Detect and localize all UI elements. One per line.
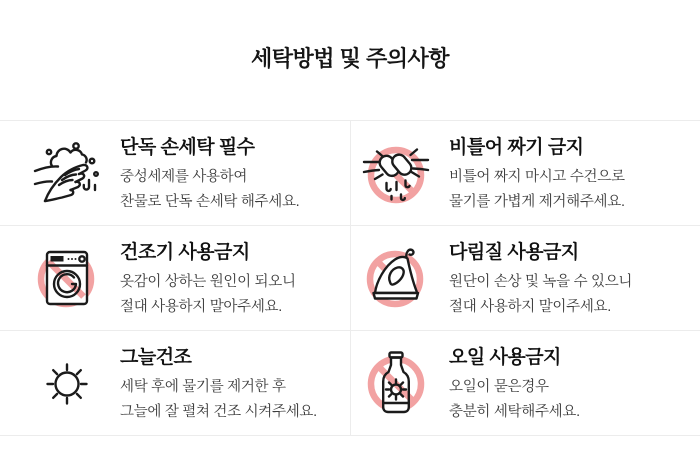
item-title: 그늘건조 <box>120 346 192 368</box>
item-title: 비틀어 짜기 금지 <box>449 136 584 158</box>
item-desc-line: 충분히 세탁해주세요. <box>449 403 580 420</box>
no-dryer-icon <box>32 243 102 313</box>
item-desc-line: 물기를 가볍게 제거해주세요. <box>449 193 625 210</box>
care-item-no-wring <box>350 121 700 226</box>
no-iron-icon <box>361 243 431 313</box>
item-title: 다림질 사용금지 <box>449 241 579 263</box>
hand-wash-icon <box>32 138 102 208</box>
item-desc-line: 원단이 손상 및 녹을 수 있으니 <box>449 273 633 290</box>
item-desc-line: 찬물로 단독 손세탁 해주세요. <box>120 193 300 210</box>
no-wring-icon <box>361 138 431 208</box>
care-grid <box>0 120 700 436</box>
care-item-no-dryer <box>0 226 350 331</box>
item-desc-line: 절대 사용하지 말이주세요. <box>449 298 611 315</box>
no-oil-icon <box>361 348 431 418</box>
item-desc-line: 세탁 후에 물기를 제거한 후 <box>120 378 286 395</box>
care-item-no-oil <box>350 331 700 436</box>
item-desc-line: 절대 사용하지 말아주세요. <box>120 298 282 315</box>
item-desc-line: 비틀어 짜지 마시고 수건으로 <box>449 168 625 185</box>
item-desc-line: 오일이 묻은경우 <box>449 378 549 395</box>
care-item-texts <box>120 342 317 425</box>
item-desc-line: 그늘에 잘 펼쳐 건조 시켜주세요. <box>120 403 317 420</box>
item-title: 건조기 사용금지 <box>120 241 250 263</box>
item-title: 단독 손세탁 필수 <box>120 136 255 158</box>
item-desc-line: 옷감이 상하는 원인이 되오니 <box>120 273 296 290</box>
page-title: 세탁방법 및 주의사항 <box>251 46 449 71</box>
care-item-handwash <box>0 121 350 226</box>
care-item-texts <box>120 132 299 215</box>
care-item-texts <box>449 132 625 215</box>
item-desc-line: 중성세제를 사용하여 <box>120 168 248 185</box>
shade-dry-icon <box>32 348 102 418</box>
care-item-no-iron <box>350 226 700 331</box>
item-title: 오일 사용금지 <box>449 346 561 368</box>
care-item-texts <box>120 237 296 320</box>
care-item-texts <box>449 237 632 320</box>
care-item-shade-dry <box>0 331 350 436</box>
care-item-texts <box>449 342 580 425</box>
